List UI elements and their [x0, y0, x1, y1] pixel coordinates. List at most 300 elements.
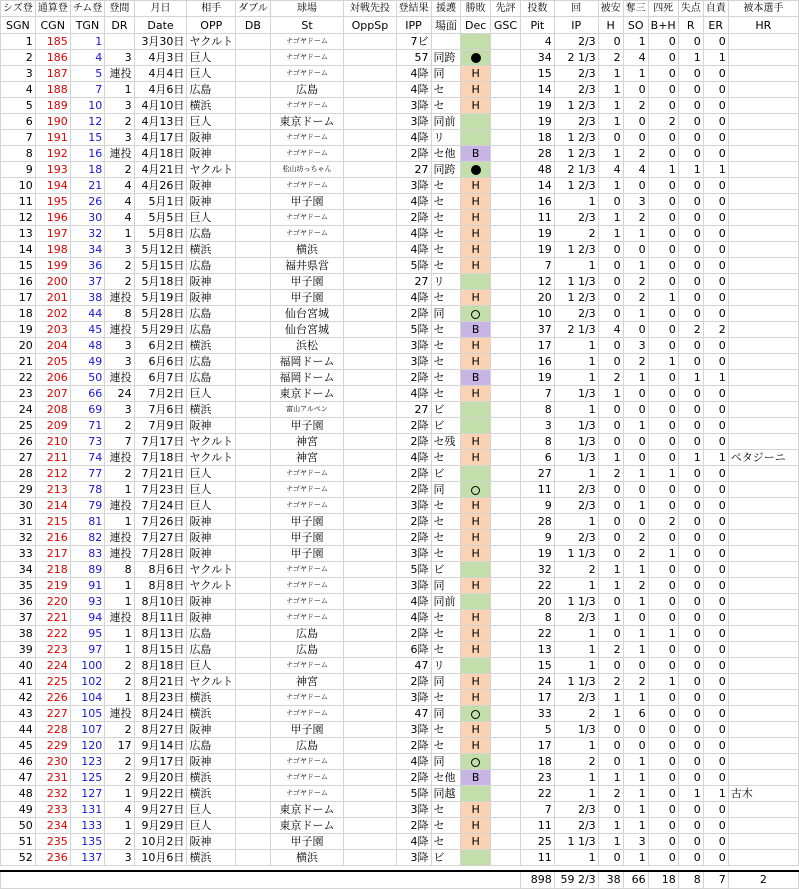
season-game-number: 2	[1, 50, 36, 66]
walks-hbp: 0	[648, 706, 678, 722]
exit-result: 降	[417, 819, 429, 832]
runs-allowed: 0	[678, 562, 703, 578]
opposing-starter	[344, 626, 396, 642]
game-situation: セ	[431, 258, 461, 274]
table-body	[1, 34, 799, 866]
team-game-number: 49	[70, 354, 105, 370]
double-header	[236, 34, 271, 50]
double-header	[236, 674, 271, 690]
earned-runs: 1	[703, 162, 728, 178]
stadium: ナゴヤドーム	[270, 34, 344, 50]
opponent: 巨人	[187, 114, 236, 130]
runs-allowed: 0	[678, 802, 703, 818]
table-row	[1, 146, 799, 162]
header-jp-cell: 勝敗	[461, 1, 491, 17]
opponent: 広島	[187, 226, 236, 242]
exit-result: 7	[421, 707, 429, 720]
earned-runs: 0	[703, 754, 728, 770]
decision-cell	[461, 658, 491, 674]
inning-pitched-result	[396, 450, 431, 466]
opposing-starter	[344, 770, 396, 786]
inning-pitched-result	[396, 658, 431, 674]
walks-hbp: 0	[648, 450, 678, 466]
table-row	[1, 786, 799, 802]
walks-hbp: 1	[648, 162, 678, 178]
exit-result: 降	[417, 579, 429, 592]
opposing-starter	[344, 418, 396, 434]
innings-pitched: 1 1/3	[554, 546, 598, 562]
career-game-number: 196	[35, 210, 70, 226]
game-situation: セ	[431, 242, 461, 258]
decision-cell: H	[461, 290, 491, 306]
strikeouts: 1	[623, 690, 648, 706]
runs-allowed: 0	[678, 242, 703, 258]
career-game-number: 235	[35, 834, 70, 850]
header-jp-cell: 回	[554, 1, 598, 17]
double-header	[236, 258, 271, 274]
double-header	[236, 754, 271, 770]
game-date: 7月17日	[134, 434, 187, 450]
runs-allowed: 0	[678, 498, 703, 514]
hits-allowed: 0	[598, 722, 623, 738]
home-run-batter	[728, 834, 798, 850]
game-score	[490, 754, 520, 770]
exit-result: 降	[417, 499, 429, 512]
stadium: 甲子園	[270, 274, 344, 290]
season-game-number: 33	[1, 546, 36, 562]
inning-pitched-result	[396, 514, 431, 530]
exit-result: 降	[417, 323, 429, 336]
career-game-number: 212	[35, 466, 70, 482]
inning-entered: 5	[410, 323, 418, 336]
strikeouts: 2	[623, 98, 648, 114]
pitch-count: 10	[520, 306, 554, 322]
game-situation: 同	[431, 578, 461, 594]
days-rest: 2	[105, 674, 134, 690]
pitch-count: 19	[520, 98, 554, 114]
season-game-number: 39	[1, 642, 36, 658]
opponent: 横浜	[187, 850, 236, 866]
career-game-number: 188	[35, 82, 70, 98]
inning-pitched-result	[396, 594, 431, 610]
days-rest: 1	[105, 514, 134, 530]
decision-cell	[461, 130, 491, 146]
game-situation: 同前	[431, 114, 461, 130]
runs-allowed: 0	[678, 482, 703, 498]
inning-entered: 3	[410, 499, 418, 512]
season-game-number: 16	[1, 274, 36, 290]
pitch-count: 16	[520, 194, 554, 210]
walks-hbp: 0	[648, 530, 678, 546]
opposing-starter	[344, 402, 396, 418]
walks-hbp: 0	[648, 722, 678, 738]
game-score	[490, 354, 520, 370]
double-header	[236, 546, 271, 562]
double-header	[236, 242, 271, 258]
exit-result: 降	[417, 563, 429, 576]
strikeouts: 3	[623, 338, 648, 354]
game-score	[490, 242, 520, 258]
opposing-starter	[344, 850, 396, 866]
game-score	[490, 674, 520, 690]
header-jp-cell: 先評	[490, 1, 520, 17]
stadium: ナゴヤドーム	[270, 610, 344, 626]
inning-entered: 2	[410, 531, 418, 544]
team-game-number: 83	[70, 546, 105, 562]
home-run-batter	[728, 210, 798, 226]
game-date: 5月1日	[134, 194, 187, 210]
inning-entered: 3	[410, 99, 418, 112]
pitch-count: 18	[520, 754, 554, 770]
opponent: 巨人	[187, 658, 236, 674]
team-game-number: 32	[70, 226, 105, 242]
decision-cell	[461, 50, 491, 66]
header-en-cell: SO	[623, 17, 648, 34]
exit-result: 降	[417, 99, 429, 112]
game-date: 8月11日	[134, 610, 187, 626]
exit-result: 降	[417, 467, 429, 480]
table-row	[1, 274, 799, 290]
hits-allowed: 0	[598, 194, 623, 210]
innings-pitched: 1	[554, 850, 598, 866]
opponent: 横浜	[187, 402, 236, 418]
decision-cell	[461, 482, 491, 498]
career-game-number: 208	[35, 402, 70, 418]
inning-entered: 4	[410, 611, 418, 624]
game-situation: 同	[431, 306, 461, 322]
inning-pitched-result	[396, 66, 431, 82]
innings-pitched: 1	[554, 466, 598, 482]
career-game-number: 204	[35, 338, 70, 354]
table-row	[1, 562, 799, 578]
home-run-batter	[728, 626, 798, 642]
game-situation: セ	[431, 450, 461, 466]
pitch-count: 5	[520, 722, 554, 738]
total-strikeouts: 66	[623, 871, 648, 889]
innings-pitched: 2/3	[554, 482, 598, 498]
hits-allowed: 0	[598, 738, 623, 754]
header-en-cell: ER	[703, 17, 728, 34]
pitch-count: 23	[520, 770, 554, 786]
earned-runs: 0	[703, 738, 728, 754]
walks-hbp: 0	[648, 82, 678, 98]
opponent: 巨人	[187, 210, 236, 226]
decision-cell	[461, 418, 491, 434]
table-row	[1, 370, 799, 386]
double-header	[236, 498, 271, 514]
opposing-starter	[344, 114, 396, 130]
exit-result: 降	[417, 835, 429, 848]
game-date: 10月6日	[134, 850, 187, 866]
opponent: ヤクルト	[187, 562, 236, 578]
total-innings: 59 2/3	[554, 871, 598, 889]
game-date: 5月29日	[134, 322, 187, 338]
innings-pitched: 2 1/3	[554, 50, 598, 66]
innings-pitched: 1	[554, 738, 598, 754]
header-en-cell: OppSp	[344, 17, 396, 34]
home-run-batter	[728, 690, 798, 706]
game-date: 9月17日	[134, 754, 187, 770]
stadium: 神宮	[270, 434, 344, 450]
strikeouts: 0	[623, 434, 648, 450]
career-game-number: 219	[35, 578, 70, 594]
inning-pitched-result	[396, 82, 431, 98]
runs-allowed: 0	[678, 658, 703, 674]
days-rest: 1	[105, 594, 134, 610]
opponent: 阪神	[187, 194, 236, 210]
table-row	[1, 98, 799, 114]
hits-allowed: 1	[598, 562, 623, 578]
game-score	[490, 562, 520, 578]
win-mark-icon	[471, 758, 480, 767]
season-game-number: 41	[1, 674, 36, 690]
opponent: ヤクルト	[187, 578, 236, 594]
innings-pitched: 2/3	[554, 818, 598, 834]
game-score	[490, 818, 520, 834]
opposing-starter	[344, 226, 396, 242]
table-row	[1, 770, 799, 786]
game-score	[490, 850, 520, 866]
table-row	[1, 386, 799, 402]
team-game-number: 26	[70, 194, 105, 210]
days-rest: 連投	[105, 498, 134, 514]
stadium: ナゴヤドーム	[270, 98, 344, 114]
earned-runs: 0	[703, 818, 728, 834]
opponent: 横浜	[187, 786, 236, 802]
header-en-cell: OPP	[187, 17, 236, 34]
innings-pitched: 2 1/3	[554, 322, 598, 338]
decision-cell: H	[461, 242, 491, 258]
header-jp-cell: 相手	[187, 1, 236, 17]
inning-pitched-result	[396, 258, 431, 274]
team-game-number: 38	[70, 290, 105, 306]
strikeouts: 4	[623, 50, 648, 66]
double-header	[236, 562, 271, 578]
opponent: ヤクルト	[187, 450, 236, 466]
header-jp-cell: 投数	[520, 1, 554, 17]
career-game-number: 206	[35, 370, 70, 386]
stadium: ナゴヤドーム	[270, 562, 344, 578]
career-game-number: 223	[35, 642, 70, 658]
career-game-number: 209	[35, 418, 70, 434]
team-game-number: 135	[70, 834, 105, 850]
inning-pitched-result	[396, 98, 431, 114]
game-date: 9月20日	[134, 770, 187, 786]
hits-allowed: 0	[598, 530, 623, 546]
days-rest: 3	[105, 242, 134, 258]
team-game-number: 30	[70, 210, 105, 226]
game-situation: セ	[431, 626, 461, 642]
exit-result: 降	[417, 627, 429, 640]
game-score	[490, 226, 520, 242]
pitch-count: 8	[520, 402, 554, 418]
inning-entered: 4	[410, 387, 418, 400]
runs-allowed: 0	[678, 626, 703, 642]
exit-result: 降	[417, 771, 429, 784]
opposing-starter	[344, 594, 396, 610]
game-score	[490, 386, 520, 402]
strikeouts: 0	[623, 658, 648, 674]
runs-allowed: 0	[678, 306, 703, 322]
runs-allowed: 0	[678, 834, 703, 850]
career-game-number: 205	[35, 354, 70, 370]
earned-runs: 0	[703, 274, 728, 290]
runs-allowed: 0	[678, 418, 703, 434]
inning-pitched-result	[396, 722, 431, 738]
season-game-number: 3	[1, 66, 36, 82]
career-game-number: 194	[35, 178, 70, 194]
game-score	[490, 370, 520, 386]
double-header	[236, 642, 271, 658]
double-header	[236, 274, 271, 290]
hits-allowed: 0	[598, 354, 623, 370]
innings-pitched: 1 2/3	[554, 146, 598, 162]
game-date: 4月13日	[134, 114, 187, 130]
exit-result: 降	[417, 595, 429, 608]
walks-hbp: 0	[648, 658, 678, 674]
walks-hbp: 0	[648, 66, 678, 82]
runs-allowed: 0	[678, 722, 703, 738]
exit-result: 降	[417, 739, 429, 752]
game-situation: 同	[431, 706, 461, 722]
game-date: 5月5日	[134, 210, 187, 226]
opponent: 阪神	[187, 754, 236, 770]
decision-cell: H	[461, 834, 491, 850]
game-situation	[431, 34, 461, 50]
career-game-number: 202	[35, 306, 70, 322]
win-mark-icon	[471, 710, 480, 719]
total-runs: 8	[678, 871, 703, 889]
game-date: 8月6日	[134, 562, 187, 578]
innings-pitched: 1	[554, 194, 598, 210]
game-date: 5月28日	[134, 306, 187, 322]
career-game-number: 197	[35, 226, 70, 242]
inning-pitched-result	[396, 802, 431, 818]
game-score	[490, 498, 520, 514]
double-header	[236, 402, 271, 418]
exit-result: 降	[417, 115, 429, 128]
runs-allowed: 0	[678, 178, 703, 194]
table-row	[1, 834, 799, 850]
inning-entered: 7	[410, 35, 418, 48]
decision-cell: H	[461, 530, 491, 546]
career-game-number: 189	[35, 98, 70, 114]
home-run-batter	[728, 674, 798, 690]
season-game-number: 6	[1, 114, 36, 130]
decision-cell: H	[461, 226, 491, 242]
pitch-count: 22	[520, 626, 554, 642]
earned-runs: 0	[703, 706, 728, 722]
days-rest: 3	[105, 98, 134, 114]
double-header	[236, 658, 271, 674]
game-date: 7月26日	[134, 514, 187, 530]
decision-cell: H	[461, 258, 491, 274]
earned-runs: 0	[703, 242, 728, 258]
innings-pitched: 2/3	[554, 802, 598, 818]
home-run-batter	[728, 290, 798, 306]
game-situation: リ	[431, 130, 461, 146]
inning-entered: 4	[410, 195, 418, 208]
season-game-number: 46	[1, 754, 36, 770]
team-game-number: 48	[70, 338, 105, 354]
opponent: 横浜	[187, 690, 236, 706]
double-header	[236, 610, 271, 626]
opponent: 広島	[187, 738, 236, 754]
exit-result: 降	[417, 211, 429, 224]
runs-allowed: 0	[678, 258, 703, 274]
stadium: ナゴヤドーム	[270, 66, 344, 82]
opponent: 広島	[187, 306, 236, 322]
decision-cell: H	[461, 514, 491, 530]
inning-entered: 2	[410, 819, 418, 832]
strikeouts: 2	[623, 578, 648, 594]
home-run-batter	[728, 770, 798, 786]
hits-allowed: 1	[598, 146, 623, 162]
game-date: 7月27日	[134, 530, 187, 546]
innings-pitched: 2/3	[554, 690, 598, 706]
game-date: 5月15日	[134, 258, 187, 274]
table-row	[1, 546, 799, 562]
season-game-number: 5	[1, 98, 36, 114]
home-run-batter	[728, 274, 798, 290]
double-header	[236, 66, 271, 82]
innings-pitched: 2/3	[554, 34, 598, 50]
strikeouts: 0	[623, 722, 648, 738]
stadium: 広島	[270, 642, 344, 658]
decision-cell	[461, 706, 491, 722]
game-situation: 同	[431, 674, 461, 690]
team-game-number: 10	[70, 98, 105, 114]
pitch-count: 9	[520, 530, 554, 546]
table-row	[1, 674, 799, 690]
season-game-number: 47	[1, 770, 36, 786]
innings-pitched: 2 1/3	[554, 162, 598, 178]
home-run-batter	[728, 130, 798, 146]
home-run-batter	[728, 354, 798, 370]
double-header	[236, 738, 271, 754]
stadium: 甲子園	[270, 722, 344, 738]
header-jp-cell: 対戦先投	[344, 1, 396, 17]
opposing-starter	[344, 290, 396, 306]
strikeouts: 1	[623, 418, 648, 434]
header-row-en	[1, 17, 799, 34]
exit-result: 降	[417, 451, 429, 464]
game-date: 4月26日	[134, 178, 187, 194]
opponent: 阪神	[187, 418, 236, 434]
exit-result: 降	[417, 307, 429, 320]
game-score	[490, 322, 520, 338]
table-row	[1, 130, 799, 146]
days-rest: 2	[105, 418, 134, 434]
runs-allowed: 0	[678, 530, 703, 546]
season-game-number: 15	[1, 258, 36, 274]
decision-cell	[461, 114, 491, 130]
walks-hbp: 0	[648, 818, 678, 834]
home-run-batter	[728, 178, 798, 194]
header-jp-cell: 奪三	[623, 1, 648, 17]
strikeouts: 0	[623, 610, 648, 626]
inning-entered: 2	[410, 371, 418, 384]
table-row	[1, 210, 799, 226]
table-row	[1, 450, 799, 466]
game-score	[490, 194, 520, 210]
table-row	[1, 706, 799, 722]
innings-pitched: 1 1/3	[554, 834, 598, 850]
innings-pitched: 2	[554, 226, 598, 242]
game-score	[490, 178, 520, 194]
exit-result: 降	[417, 483, 429, 496]
opponent: 阪神	[187, 130, 236, 146]
